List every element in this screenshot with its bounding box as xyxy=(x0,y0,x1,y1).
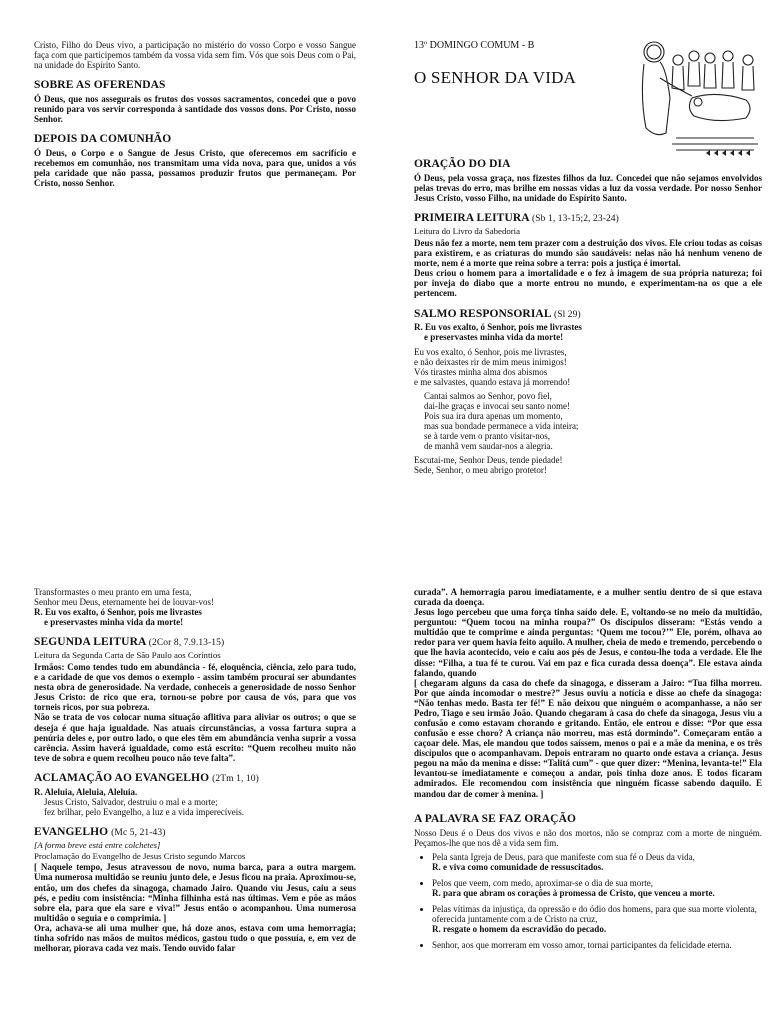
segunda-leitura-subtitle: Leitura da Segunda Carta de São Paulo aos Coríntios xyxy=(34,650,221,661)
column-top-left xyxy=(34,40,356,189)
primeira-leitura-ref: (Sb 1, 13-15;2, 23-24) xyxy=(532,214,619,225)
evangelho-ref: (Mc 5, 21-43) xyxy=(111,827,166,838)
salmo-verse: Senhor meu Deus, eternamente hei de louvar-vos! xyxy=(34,597,215,608)
salmo-response-line2: e preservastes minha vida da morte! xyxy=(44,617,184,628)
prece-text: Pelos que veem, com medo, aproximar-se o dia de sua morte, xyxy=(432,877,654,888)
aclamacao-response: R. Aleluia, Aleluia, Aleluia. xyxy=(34,786,138,797)
prece-response: R. resgate o homem da escravidão do pecado. xyxy=(432,924,607,935)
aclamacao-verse: Jesus Cristo, Salvador, destruiu o mal e a morte; xyxy=(44,796,218,807)
salmo-response-line2: e preservastes minha vida da morte! xyxy=(424,332,564,343)
salmo-verse: se à tarde vem o pranto visitar-nos, xyxy=(424,431,551,442)
salmo-verse: mas sua bondade permanece a vida inteira; xyxy=(424,421,579,432)
primeira-leitura-heading xyxy=(414,212,762,225)
oferendas-heading: SOBRE AS OFERENDAS xyxy=(34,79,166,92)
salmo-verse: Vós tirastes minha alma dos abismos xyxy=(414,366,548,377)
salmo-verse: Sede, Senhor, o meu abrigo protetor! xyxy=(414,465,547,476)
salmo-response-line1: R. Eu vos exalto, ó Senhor, pois me livrastes xyxy=(414,322,582,333)
oracao-text: Ó Deus, pela vossa graça, nos fizestes filhos da luz. Concedei que não sejamos envolvidos pelas trevas do erro, mas brilhe em nossas vidas a luz da vossa verdade. Por nosso Senhor Jesus Cristo, vosso Filho, na unidade do Espírito Santo. xyxy=(414,173,762,204)
palavra-heading: A PALAVRA SE FAZ ORAÇÃO xyxy=(414,812,577,825)
prece-text: Senhor, aos que morreram em vosso amor, tornai participantes da felicidade eterna. xyxy=(432,940,732,951)
salmo-verse: Pois sua ira dura apenas um momento, xyxy=(424,411,563,422)
segunda-leitura-p1: Irmãos: Como tendes tudo em abundância - fé, eloquência, ciência, zelo para tudo, e a caridade de que vos demos o exemplo - assim também procurai ser abundantes nesta obra de generosidade. Na verdade, conheceis a generosidade de nosso Senhor Jesus Cristo: de rico que era, tornou-se pobre por causa de vós, para que vos torneis ricos, por sua pobreza. xyxy=(34,662,356,713)
evangelho-p5: [ chegaram alguns da casa do chefe da sinagoga, e disseram a Jairo: “Tua filha morreu. Por que ainda incomodar o mestre?” Jesus ouviu a notícia e disse ao chefe da sinagoga: “Não tenhas medo. Basta ter fé!” E não deixou que ninguém o acompanhasse, a não ser Pedro, Tiago e seu irmão João. Quando chegaram à casa do chefe da sinagoga, Jesus viu a confusão e como estavam chorando e gritando. Então, ele entrou e disse: “Por que essa confusão e esse choro? A criança não morreu, mas está dormindo”. Começaram então a caçoar dele. Mas, ele mandou que todos saíssem, menos o pai e a mãe da menina, e os três discípulos que o acompanhavam. Depois entraram no quarto onde estava a criança. Jesus pegou na mão da menina e disse: “Talitá cum” - que quer dizer: “Menina, levanta-te!” Ela levantou-se imediatamente e começou a andar, pois tinha doze anos. E todos ficaram admirados. Ele recomendou com insistência que ninguém ficasse sabendo daquilo. E mandou dar de comer à menina. ] xyxy=(414,677,762,799)
salmo-verse: Eu vos exalto, ó Senhor, pois me livrastes, xyxy=(414,346,567,357)
prece-item xyxy=(432,904,762,934)
column-bottom-right xyxy=(414,587,762,956)
prece-text: Pelas vítimas da injustiça, da opressão e do ódio dos homens, para que sua morte violenta, oferecida juntamente com a de Cristo na cruz, xyxy=(432,903,757,925)
oferendas-text: Ó Deus, que nos assegurais os frutos dos vossos sacramentos, concedei que o povo reunido para vos servir corresponda à santidade dos vossos dons. Por Cristo, nosso Senhor. xyxy=(34,94,356,125)
column-bottom-left xyxy=(34,587,356,953)
oracao-heading: ORAÇÃO DO DIA xyxy=(414,158,511,171)
prece-response: R. para que abram os corações à promessa de Cristo, que venceu a morte. xyxy=(432,887,715,898)
evangelho-heading xyxy=(34,826,356,839)
prece-item xyxy=(432,878,762,898)
salmo-verse: e me salvastes, quando estava já morrendo! xyxy=(414,376,571,387)
sunday-label: 13º DOMINGO COMUM - B xyxy=(414,40,535,51)
segunda-leitura-ref: (2Cor 8, 7.9.13-15) xyxy=(148,638,225,649)
evangelho-title: EVANGELHO xyxy=(34,825,109,838)
primeira-leitura-p1: Deus não fez a morte, nem tem prazer com a destruição dos vivos. Ele criou todas as coisas para existirem, e as criaturas do mundo são saudáveis: nelas não há nenhum veneno de morte, nem é a morte que reina sobre a terra: pois a justiça é imortal. xyxy=(414,238,762,269)
column-top-right xyxy=(414,40,762,475)
salmo-ref: (Sl 29) xyxy=(553,309,581,320)
primeira-leitura-subtitle: Leitura do Livro da Sabedoria xyxy=(414,226,521,237)
salmo-title: SALMO RESPONSORIAL xyxy=(414,307,551,320)
aclamacao-heading xyxy=(34,772,356,785)
aclamacao-title: ACLAMAÇÃO AO EVANGELHO xyxy=(34,771,210,784)
segunda-leitura-title: SEGUNDA LEITURA xyxy=(34,636,146,649)
evangelho-p1: [ Naquele tempo, Jesus atravessou de novo, numa barca, para a outra margem. Uma numerosa multidão se reuniu junto dele, e Jesus ficou na praia. Aproximou-se, então, um dos chefes da sinagoga, chamado Jairo. Quando viu Jesus, caiu a seus pés, e pediu com insistência: “Minha filhinha está nas últimas. Vem e põe as mãos sobre ela, para que ela sare e viva!” Jesus então o acompanhou. Uma numerosa multidão o seguia e o comprimia. ] xyxy=(34,862,356,923)
primeira-leitura-title: PRIMEIRA LEITURA xyxy=(414,212,530,225)
salmo-heading xyxy=(414,308,762,321)
evangelho-p3: curada”. A hemorragia parou imediatamente, e a mulher sentiu dentro de si que estava curada da doença. xyxy=(414,587,762,608)
aclamacao-ref: (2Tm 1, 10) xyxy=(212,773,259,784)
evangelho-p4: Jesus logo percebeu que uma força tinha saído dele. E, voltando-se no meio da multidão, perguntou: “Quem tocou na minha roupa?” Os discípulos disseram: “Estás vendo a multidão que te comprime e ainda perguntas: ‘Quem me tocou?’” Ele, porém, olhava ao redor para ver quem havia feito aquilo. A mulher, cheia de medo e tremendo, percebendo o que lhe havia acontecido, veio e caiu aos pés de Jesus, e contou-lhe toda a verdade. Ele lhe disse: “Filha, a tua fé te curou. Vai em paz e fica curada dessa doença”. Ele estava ainda falando, quando xyxy=(414,607,762,678)
salmo-verse: Escutai-me, Senhor Deus, tende piedade! xyxy=(414,455,563,466)
salmo-verse: Transformastes o meu pranto em uma festa, xyxy=(34,587,192,597)
comunhao-text: Ó Deus, o Corpo e o Sangue de Jesus Cristo, que oferecemos em sacrifício e recebemos em comunhão, nos transmitam uma vida nova, para que, unidos a vós pela caridade que não passa, possamos produzir frutos que permaneçam. Por Cristo, nosso Senhor. xyxy=(34,148,356,189)
prece-response: R. e viva como comunidade de ressuscitados. xyxy=(432,861,604,872)
evangelho-p2: Ora, achava-se ali uma mulher que, há doze anos, estava com uma hemorragia; tinha sofrido nas mãos de muitos médicos, gastou tudo o que possuía, e, em vez de melhorar, piorava cada vez mais. Tendo ouvido falar xyxy=(34,922,356,953)
primeira-leitura-p2: Deus criou o homem para a imortalidade e o fez à imagem de sua própria natureza; foi por inveja do diabo que a morte entrou no mundo, e experimentam-na os que a ele pertencem. xyxy=(414,268,762,299)
prece-text: Pela santa Igreja de Deus, para que manifeste com sua fé o Deus da vida, xyxy=(432,851,695,862)
salmo-verse: dai-lhe graças e invocai seu santo nome! xyxy=(424,400,570,411)
segunda-leitura-p2: Não se trata de vos colocar numa situação aflitiva para aliviar os outros; o que se deseja é que haja igualdade. Nas atuais circunstâncias, a vossa fartura supra a penúria deles e, por outro lado, o que eles têm em abundância venha suprir a vossa carência. Assim haverá igualdade, como está escrito: “Quem recolheu muito não teve de sobra e quem recolheu pouco não teve falta”. xyxy=(34,712,356,763)
aclamacao-verse: fez brilhar, pelo Evangelho, a luz e a vida imperecíveis. xyxy=(44,806,245,817)
intro-prayer-text: Cristo, Filho do Deus vivo, a participação no mistério do vosso Corpo e vosso Sangue faça com que participemos também da vossa vida sem fim. Vós que sois Deus com o Pai, na unidade do Espírito Santo. xyxy=(34,40,356,71)
segunda-leitura-heading xyxy=(34,636,356,649)
prece-item xyxy=(432,940,762,950)
salmo-verse: e não deixastes rir de mim meus inimigos! xyxy=(414,356,567,367)
salmo-response-line1: R. Eu vos exalto, ó Senhor, pois me livrastes xyxy=(34,607,202,618)
page-title: O SENHOR DA VIDA xyxy=(414,68,577,88)
salmo-verse: Cantai salmos ao Senhor, povo fiel, xyxy=(424,390,552,401)
prece-item xyxy=(432,852,762,872)
evangelho-note: [A forma breve está entre colchetes] xyxy=(34,839,161,850)
salmo-verse: de manhã vem saudar-nos a alegria. xyxy=(424,441,553,452)
preces-list xyxy=(414,852,762,951)
evangelho-subtitle: Proclamação do Evangelho de Jesus Cristo segundo Marcos xyxy=(34,850,246,861)
comunhao-heading: DEPOIS DA COMUNHÃO xyxy=(34,133,172,146)
palavra-intro: Nosso Deus é o Deus dos vivos e não dos mortos, não se compraz com a morte de ninguém. Peçamos-lhe que nos dê a vida sem fim. xyxy=(414,827,762,848)
